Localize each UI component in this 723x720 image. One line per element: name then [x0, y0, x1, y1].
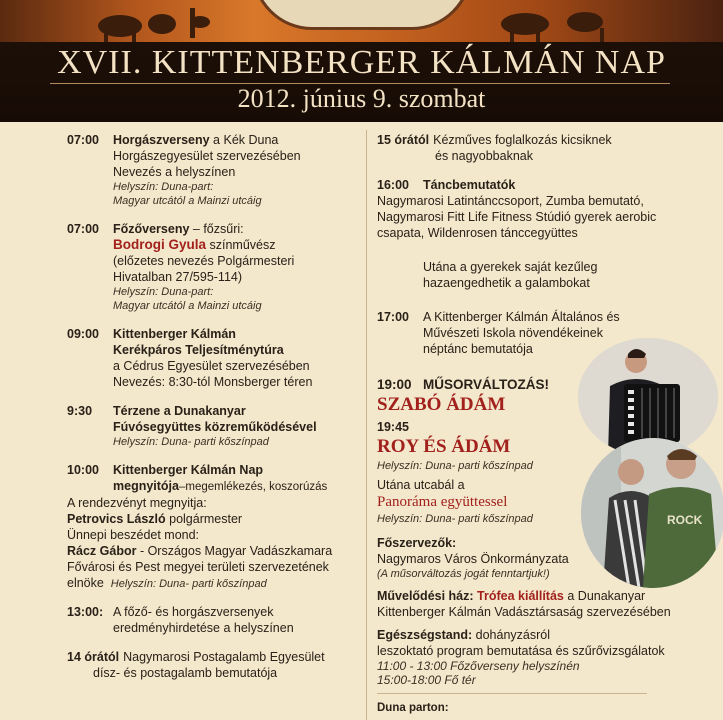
exhibition: Művelődési ház: Trófea kiállítás a Dunakanyar Kittenberger Kálmán Vadásztársaság szervezésében — [377, 589, 671, 619]
schedule-item: 19:00 MŰSORVÁLTOZÁS! SZABÓ ÁDÁM 19:45 ROY ÉS ÁDÁM Helyszín: Duna- parti kőszínpad Utána utcabál a Panoráma együttessel Helyszín: Duna- parti kőszínpad — [377, 377, 707, 526]
header-banner — [0, 0, 723, 122]
divider — [377, 693, 647, 694]
schedule-item: 16:00 Táncbemutatók Nagymarosi Latintánccsoport, Zumba bemutató, Nagymarosi Fitt Life Fitness Stúdió gyerek aerobic csapata, Wildenrosen tánccegyüttes — [377, 178, 657, 240]
schedule-item: 07:00 Főzőverseny – főzsűri: Bodrogi Gyula színművész (előzetes nevezés Polgármesteri Hivatalban 27/595-114) Helyszín: Duna-part: Magyar utcától a Mainzi utcáig — [67, 222, 295, 312]
health-stand: Egészségstand: dohányzásról leszoktató program bemutatása és szűrővizsgálatok 11:00 - 13:00 Főzőverseny helyszínén 15:00-18:00 Fő tér Duna parton: — [377, 628, 665, 714]
duo-photo — [581, 438, 723, 588]
schedule-item: 09:00 Kittenberger Kálmán Kerékpáros Teljesítménytúra a Cédrus Egyesület szervezésében Nevezés: 8:30-tól Monsberger téren — [67, 327, 313, 389]
schedule-item: 9:30 Térzene a Dunakanyar Fúvósegyüttes közreműködésével Helyszín: Duna- parti kőszínpad — [67, 404, 317, 448]
organizers: Főszervezők: Nagymaros Város Önkormányzata (A műsorváltozás jogát fenntartjuk!) — [377, 536, 569, 580]
schedule-item: 13:00: A főző- és horgászversenyek eredményhirdetése a helyszínen — [67, 605, 294, 635]
artist-name: SZABÓ ÁDÁM — [377, 394, 506, 415]
schedule-item: 15 órától Kézműves foglalkozás kicsiknek és nagyobbaknak — [377, 133, 612, 163]
schedule-item: 17:00 A Kittenberger Kálmán Általános és Művészeti Iskola növendékeinek néptánc bemutatója — [377, 310, 620, 356]
schedule-item: 14 órától Nagymarosi Postagalamb Egyesület dísz- és postagalamb bemutatója — [67, 650, 325, 680]
shirt-print: ROCK — [667, 513, 703, 527]
schedule-item: 07:00 Horgászverseny a Kék Duna Horgászegyesület szervezésében Nevezés a helyszínen Helyszín: Duna-part: Magyar utcától a Mainzi utcáig — [67, 133, 301, 207]
event-date: 2012. június 9. szombat — [237, 84, 486, 113]
left-column — [67, 132, 367, 694]
artist-name: ROY ÉS ÁDÁM — [377, 436, 511, 457]
duo-image — [581, 438, 723, 588]
schedule-item: 10:00 Kittenberger Kálmán Nap megnyitója–megemlékezés, koszorúzás A rendezvényt megnyitja: Petrovics László polgármester Ünnepi beszédet mond: Rácz Gábor - Országos Magyar Vadászkamara Fővárosi és Pest megyei területi szervezetének elnöke Helyszín: Duna- parti kőszínpad — [67, 463, 333, 590]
band-name: Panoráma együttessel — [377, 494, 508, 510]
page-title: XVII. KITTENBERGER KÁLMÁN NAP — [57, 44, 666, 81]
schedule-item: Utána a gyerekek saját kezűleg hazaengedhetik a galambokat — [423, 260, 598, 290]
